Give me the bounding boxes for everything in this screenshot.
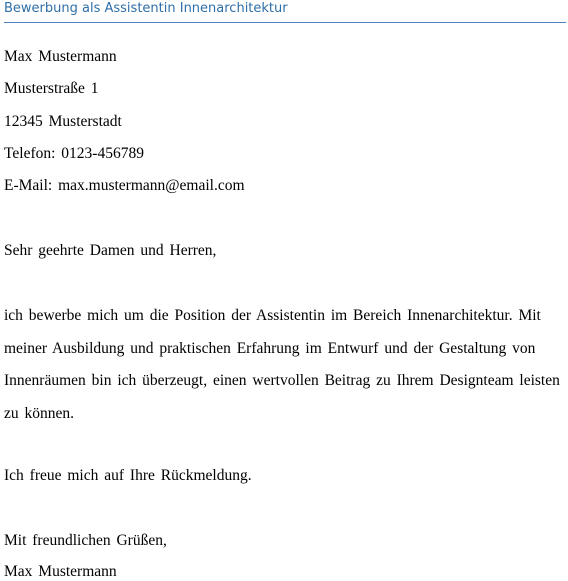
sender-street: Musterstraße 1 bbox=[4, 80, 99, 97]
closing: Mit freundlichen Grüßen, bbox=[4, 532, 167, 549]
sender-name: Max Mustermann bbox=[4, 48, 117, 65]
salutation: Sehr geehrte Damen und Herren, bbox=[4, 242, 217, 259]
paragraph-1: ich bewerbe mich um die Position der Assistentin im Bereich Innenarchitektur. Mit meiner Ausbildung und praktischen Erfahrung im Entwurf und der Gestaltung von Innenräumen bin ich überzeugt, einen wertvollen Beitrag zu Ihrem Designteam leisten zu können. bbox=[4, 307, 560, 422]
signature: Max Mustermann bbox=[4, 563, 117, 580]
document-header bbox=[4, 0, 566, 23]
header-title: Bewerbung als Assistentin Innenarchitektur bbox=[4, 1, 288, 16]
sender-phone: Telefon: 0123-456789 bbox=[4, 145, 144, 162]
sender-city: 12345 Musterstadt bbox=[4, 113, 122, 130]
sender-email: E-Mail: max.mustermann@email.com bbox=[4, 177, 245, 194]
paragraph-2: Ich freue mich auf Ihre Rückmeldung. bbox=[4, 467, 252, 484]
